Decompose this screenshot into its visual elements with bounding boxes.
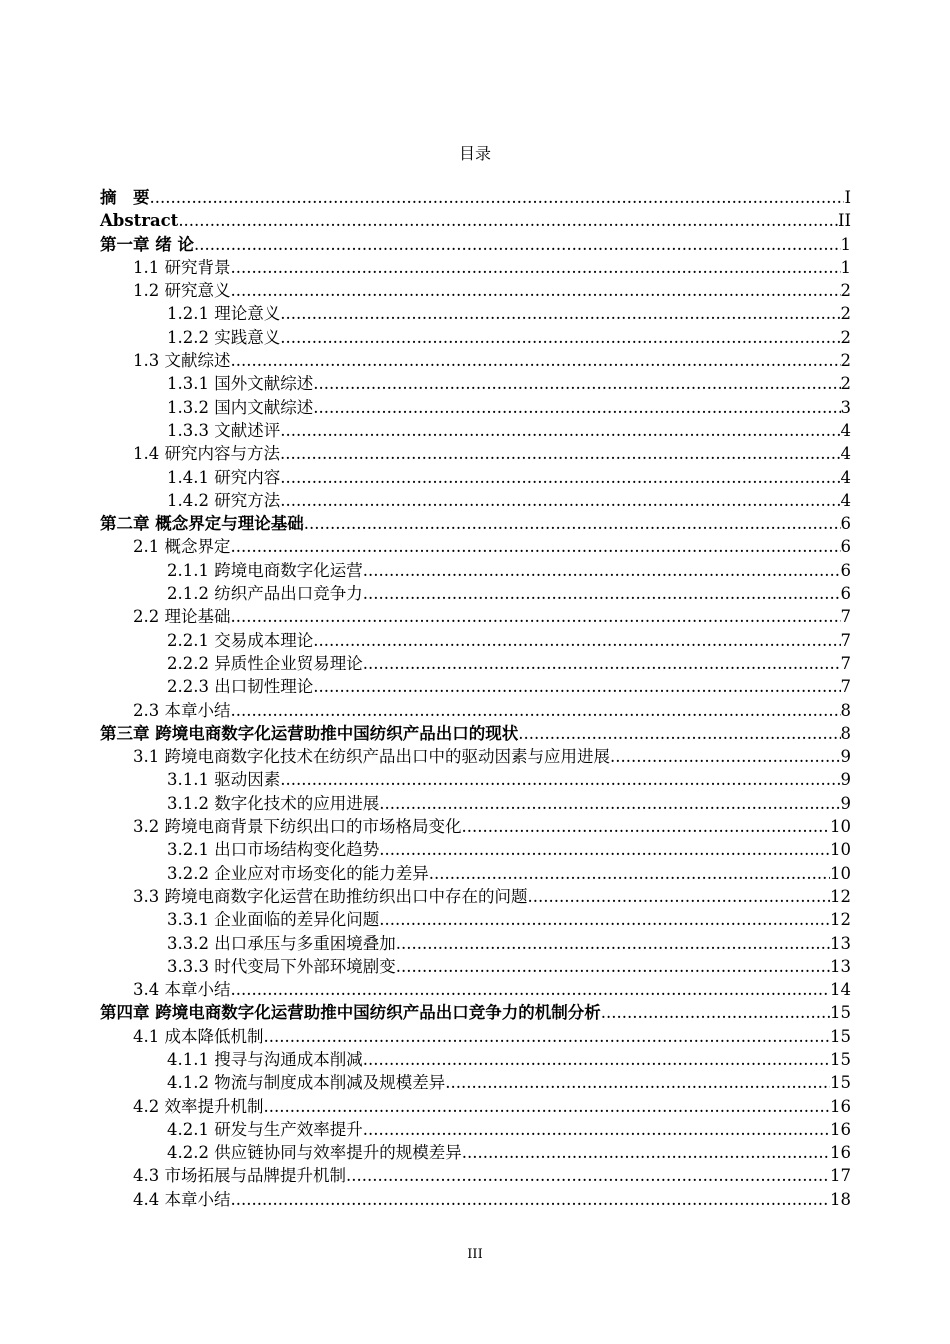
- toc-dot-leader: [445, 1071, 830, 1094]
- toc-dot-leader: [363, 582, 841, 605]
- toc-entry-title: 4.2.1 研发与生产效率提升: [167, 1119, 363, 1139]
- toc-dot-leader: [231, 605, 841, 628]
- toc-dot-leader: [231, 279, 841, 302]
- toc-entry[interactable]: [100, 535, 851, 558]
- toc-entry[interactable]: [100, 722, 851, 745]
- toc-entry-page: 9: [840, 747, 851, 767]
- toc-entry-page: 8: [840, 723, 851, 743]
- toc-entry[interactable]: [100, 233, 851, 256]
- toc-entry[interactable]: [100, 699, 851, 722]
- toc-entry-title: 第四章 跨境电商数字化运营助推中国纺织产品出口竞争力的机制分析: [100, 1003, 601, 1023]
- toc-entry-page: 12: [830, 886, 851, 906]
- toc-entry-page: 14: [830, 980, 851, 1000]
- toc-entry[interactable]: [100, 372, 851, 395]
- toc-entry[interactable]: [100, 908, 851, 931]
- toc-entry-title: 1.2.1 理论意义: [167, 304, 281, 324]
- toc-entry-title: 2.2 理论基础: [133, 607, 231, 627]
- toc-entry-page: 6: [840, 537, 851, 557]
- toc-entry-page: 16: [830, 1096, 851, 1116]
- toc-entry-title: 3.1 跨境电商数字化技术在纺织产品出口中的驱动因素与应用进展: [133, 747, 610, 767]
- toc-entry-title: 第一章 绪 论: [100, 234, 194, 254]
- toc-entry-title: 1.3.1 国外文献综述: [167, 374, 314, 394]
- toc-entry-page: 8: [840, 700, 851, 720]
- toc-entry-title: 3.3.3 时代变局下外部环境剧变: [167, 956, 396, 976]
- toc-dot-leader: [280, 419, 840, 442]
- toc-entry[interactable]: [100, 838, 851, 861]
- toc-entry-page: 17: [830, 1166, 851, 1186]
- toc-entry-title: 1.3 文献综述: [133, 351, 231, 371]
- toc-entry-page: 16: [830, 1119, 851, 1139]
- toc-entry-page: 7: [840, 607, 851, 627]
- toc-entry-page: 15: [830, 1003, 851, 1023]
- toc-dot-leader: [363, 1048, 830, 1071]
- toc-entry-title: 1.1 研究背景: [133, 257, 231, 277]
- toc-entry-page: 10: [830, 840, 851, 860]
- toc-entry-page: 2: [840, 374, 851, 394]
- toc-dot-leader: [280, 768, 840, 791]
- toc-entry-title: 1.4.2 研究方法: [167, 490, 281, 510]
- toc-entry[interactable]: [100, 256, 851, 279]
- toc-entry-page: 15: [830, 1073, 851, 1093]
- toc-entry-title: 4.2 效率提升机制: [133, 1096, 264, 1116]
- toc-dot-leader: [363, 1118, 830, 1141]
- toc-entry-page: 13: [830, 956, 851, 976]
- toc-entry[interactable]: [100, 932, 851, 955]
- table-of-contents: [100, 186, 851, 1211]
- toc-entry-title: 1.2.2 实践意义: [167, 327, 281, 347]
- toc-entry[interactable]: [100, 209, 851, 232]
- toc-entry-page: 7: [840, 653, 851, 673]
- toc-dot-leader: [396, 932, 830, 955]
- toc-dot-leader: [231, 535, 841, 558]
- toc-dot-leader: [528, 885, 831, 908]
- toc-entry[interactable]: [100, 186, 851, 209]
- toc-dot-leader: [518, 722, 840, 745]
- toc-entry-title: 3.3 跨境电商数字化运营在助推纺织出口中存在的问题: [133, 886, 528, 906]
- toc-entry-page: 4: [840, 420, 851, 440]
- toc-entry-title: 4.2.2 供应链协同与效率提升的规模差异: [167, 1143, 462, 1163]
- toc-entry[interactable]: [100, 419, 851, 442]
- toc-entry-page: 16: [830, 1143, 851, 1163]
- toc-dot-leader: [313, 396, 840, 419]
- toc-entry-title: 摘 要: [100, 188, 150, 207]
- toc-entry-page: 18: [830, 1189, 851, 1209]
- toc-dot-leader: [601, 1001, 830, 1024]
- toc-entry[interactable]: [100, 466, 851, 489]
- toc-entry-title: 3.1.2 数字化技术的应用进展: [167, 793, 380, 813]
- toc-entry-title: 3.3.1 企业面临的差异化问题: [167, 910, 380, 930]
- toc-entry-page: I: [844, 188, 851, 207]
- toc-entry-title: 1.4.1 研究内容: [167, 467, 281, 487]
- toc-dot-leader: [462, 815, 831, 838]
- toc-dot-leader: [264, 1025, 831, 1048]
- toc-entry-title: 1.4 研究内容与方法: [133, 444, 280, 464]
- toc-dot-leader: [379, 838, 830, 861]
- toc-entry-page: 6: [840, 584, 851, 604]
- toc-entry[interactable]: [100, 862, 851, 885]
- toc-dot-leader: [396, 955, 830, 978]
- toc-entry[interactable]: [100, 675, 851, 698]
- toc-dot-leader: [231, 699, 841, 722]
- toc-dot-leader: [313, 675, 840, 698]
- toc-entry-page: 15: [830, 1026, 851, 1046]
- toc-dot-leader: [231, 349, 841, 372]
- toc-entry-page: 4: [840, 444, 851, 464]
- toc-dot-leader: [280, 466, 840, 489]
- toc-entry[interactable]: [100, 978, 851, 1001]
- toc-entry-title: 4.1 成本降低机制: [133, 1026, 264, 1046]
- toc-entry-title: Abstract: [100, 211, 179, 231]
- toc-entry[interactable]: [100, 302, 851, 325]
- toc-entry-title: 4.4 本章小结: [133, 1189, 231, 1209]
- toc-entry-title: 4.1.1 搜寻与沟通成本削减: [167, 1049, 363, 1069]
- toc-entry[interactable]: [100, 1071, 851, 1094]
- toc-dot-leader: [280, 442, 841, 465]
- toc-entry-title: 2.1.1 跨境电商数字化运营: [167, 560, 363, 580]
- toc-entry[interactable]: [100, 885, 851, 908]
- toc-dot-leader: [280, 489, 840, 512]
- toc-entry[interactable]: [100, 1048, 851, 1071]
- toc-dot-leader: [313, 629, 840, 652]
- toc-dot-leader: [304, 512, 841, 535]
- toc-entry-title: 1.3.2 国内文献综述: [167, 397, 314, 417]
- toc-entry[interactable]: [100, 1025, 851, 1048]
- toc-entry-title: 2.1.2 纺织产品出口竞争力: [167, 584, 363, 604]
- toc-entry[interactable]: [100, 559, 851, 582]
- toc-dot-leader: [429, 862, 830, 885]
- toc-entry-page: 13: [830, 933, 851, 953]
- toc-entry[interactable]: [100, 605, 851, 628]
- toc-dot-leader: [231, 1188, 831, 1211]
- toc-entry-page: 1: [840, 234, 851, 254]
- toc-entry-title: 2.1 概念界定: [133, 537, 231, 557]
- toc-entry-page: 4: [840, 467, 851, 487]
- toc-entry-title: 3.1.1 驱动因素: [167, 770, 281, 790]
- page-number-footer: III: [467, 1247, 483, 1262]
- toc-entry-page: 6: [840, 560, 851, 580]
- toc-entry-title: 1.3.3 文献述评: [167, 420, 281, 440]
- toc-entry-page: II: [837, 211, 851, 231]
- toc-dot-leader: [231, 978, 831, 1001]
- toc-entry[interactable]: [100, 629, 851, 652]
- toc-entry[interactable]: [100, 582, 851, 605]
- toc-entry[interactable]: [100, 349, 851, 372]
- toc-dot-leader: [280, 302, 840, 325]
- toc-dot-leader: [379, 908, 830, 931]
- toc-entry[interactable]: [100, 1164, 851, 1187]
- toc-entry-page: 7: [840, 630, 851, 650]
- toc-entry-title: 3.2.1 出口市场结构变化趋势: [167, 840, 380, 860]
- toc-title: 目录: [458, 144, 491, 163]
- toc-entry[interactable]: [100, 396, 851, 419]
- toc-entry-page: 7: [840, 677, 851, 697]
- toc-entry[interactable]: [100, 1141, 851, 1164]
- toc-entry-page: 9: [840, 793, 851, 813]
- toc-entry[interactable]: [100, 1001, 851, 1024]
- toc-dot-leader: [194, 233, 841, 256]
- toc-entry-page: 15: [830, 1049, 851, 1069]
- toc-entry-title: 2.2.2 异质性企业贸易理论: [167, 653, 363, 673]
- toc-entry[interactable]: [100, 768, 851, 791]
- toc-dot-leader: [150, 186, 845, 209]
- toc-entry-page: 10: [830, 863, 851, 883]
- toc-dot-leader: [379, 792, 840, 815]
- toc-dot-leader: [231, 256, 841, 279]
- toc-entry[interactable]: [100, 815, 851, 838]
- toc-entry-title: 第三章 跨境电商数字化运营助推中国纺织产品出口的现状: [100, 723, 519, 743]
- toc-entry-title: 第二章 概念界定与理论基础: [100, 514, 304, 534]
- toc-entry-page: 2: [840, 281, 851, 301]
- toc-entry-title: 3.4 本章小结: [133, 980, 231, 1000]
- toc-dot-leader: [264, 1095, 831, 1118]
- toc-entry-title: 4.3 市场拓展与品牌提升机制: [133, 1166, 346, 1186]
- toc-entry-title: 2.2.3 出口韧性理论: [167, 677, 314, 697]
- toc-entry-page: 10: [830, 817, 851, 837]
- toc-entry[interactable]: [100, 326, 851, 349]
- toc-entry[interactable]: [100, 279, 851, 302]
- toc-entry[interactable]: [100, 1095, 851, 1118]
- toc-entry-page: 4: [840, 490, 851, 510]
- toc-dot-leader: [610, 745, 841, 768]
- toc-entry-title: 4.1.2 物流与制度成本削减及规模差异: [167, 1073, 446, 1093]
- toc-dot-leader: [363, 652, 841, 675]
- toc-entry-page: 2: [840, 351, 851, 371]
- toc-entry-page: 1: [840, 257, 851, 277]
- toc-entry[interactable]: [100, 489, 851, 512]
- toc-dot-leader: [462, 1141, 830, 1164]
- toc-entry[interactable]: [100, 1118, 851, 1141]
- toc-entry-page: 9: [840, 770, 851, 790]
- toc-entry-page: 12: [830, 910, 851, 930]
- toc-entry-page: 2: [840, 304, 851, 324]
- toc-entry[interactable]: [100, 1188, 851, 1211]
- toc-dot-leader: [280, 326, 840, 349]
- toc-entry-page: 3: [840, 397, 851, 417]
- toc-entry[interactable]: [100, 512, 851, 535]
- toc-entry-page: 6: [840, 514, 851, 534]
- toc-dot-leader: [363, 559, 841, 582]
- toc-dot-leader: [313, 372, 840, 395]
- toc-entry[interactable]: [100, 792, 851, 815]
- toc-entry-title: 3.3.2 出口承压与多重困境叠加: [167, 933, 396, 953]
- toc-entry-page: 2: [840, 327, 851, 347]
- toc-entry-title: 2.3 本章小结: [133, 700, 231, 720]
- toc-entry[interactable]: [100, 652, 851, 675]
- toc-entry-title: 2.2.1 交易成本理论: [167, 630, 314, 650]
- toc-dot-leader: [346, 1164, 830, 1187]
- toc-entry[interactable]: [100, 745, 851, 768]
- toc-entry-title: 1.2 研究意义: [133, 281, 231, 301]
- toc-entry[interactable]: [100, 955, 851, 978]
- toc-entry-title: 3.2.2 企业应对市场变化的能力差异: [167, 863, 429, 883]
- toc-dot-leader: [178, 209, 838, 232]
- toc-entry-title: 3.2 跨境电商背景下纺织出口的市场格局变化: [133, 817, 462, 837]
- toc-entry[interactable]: [100, 442, 851, 465]
